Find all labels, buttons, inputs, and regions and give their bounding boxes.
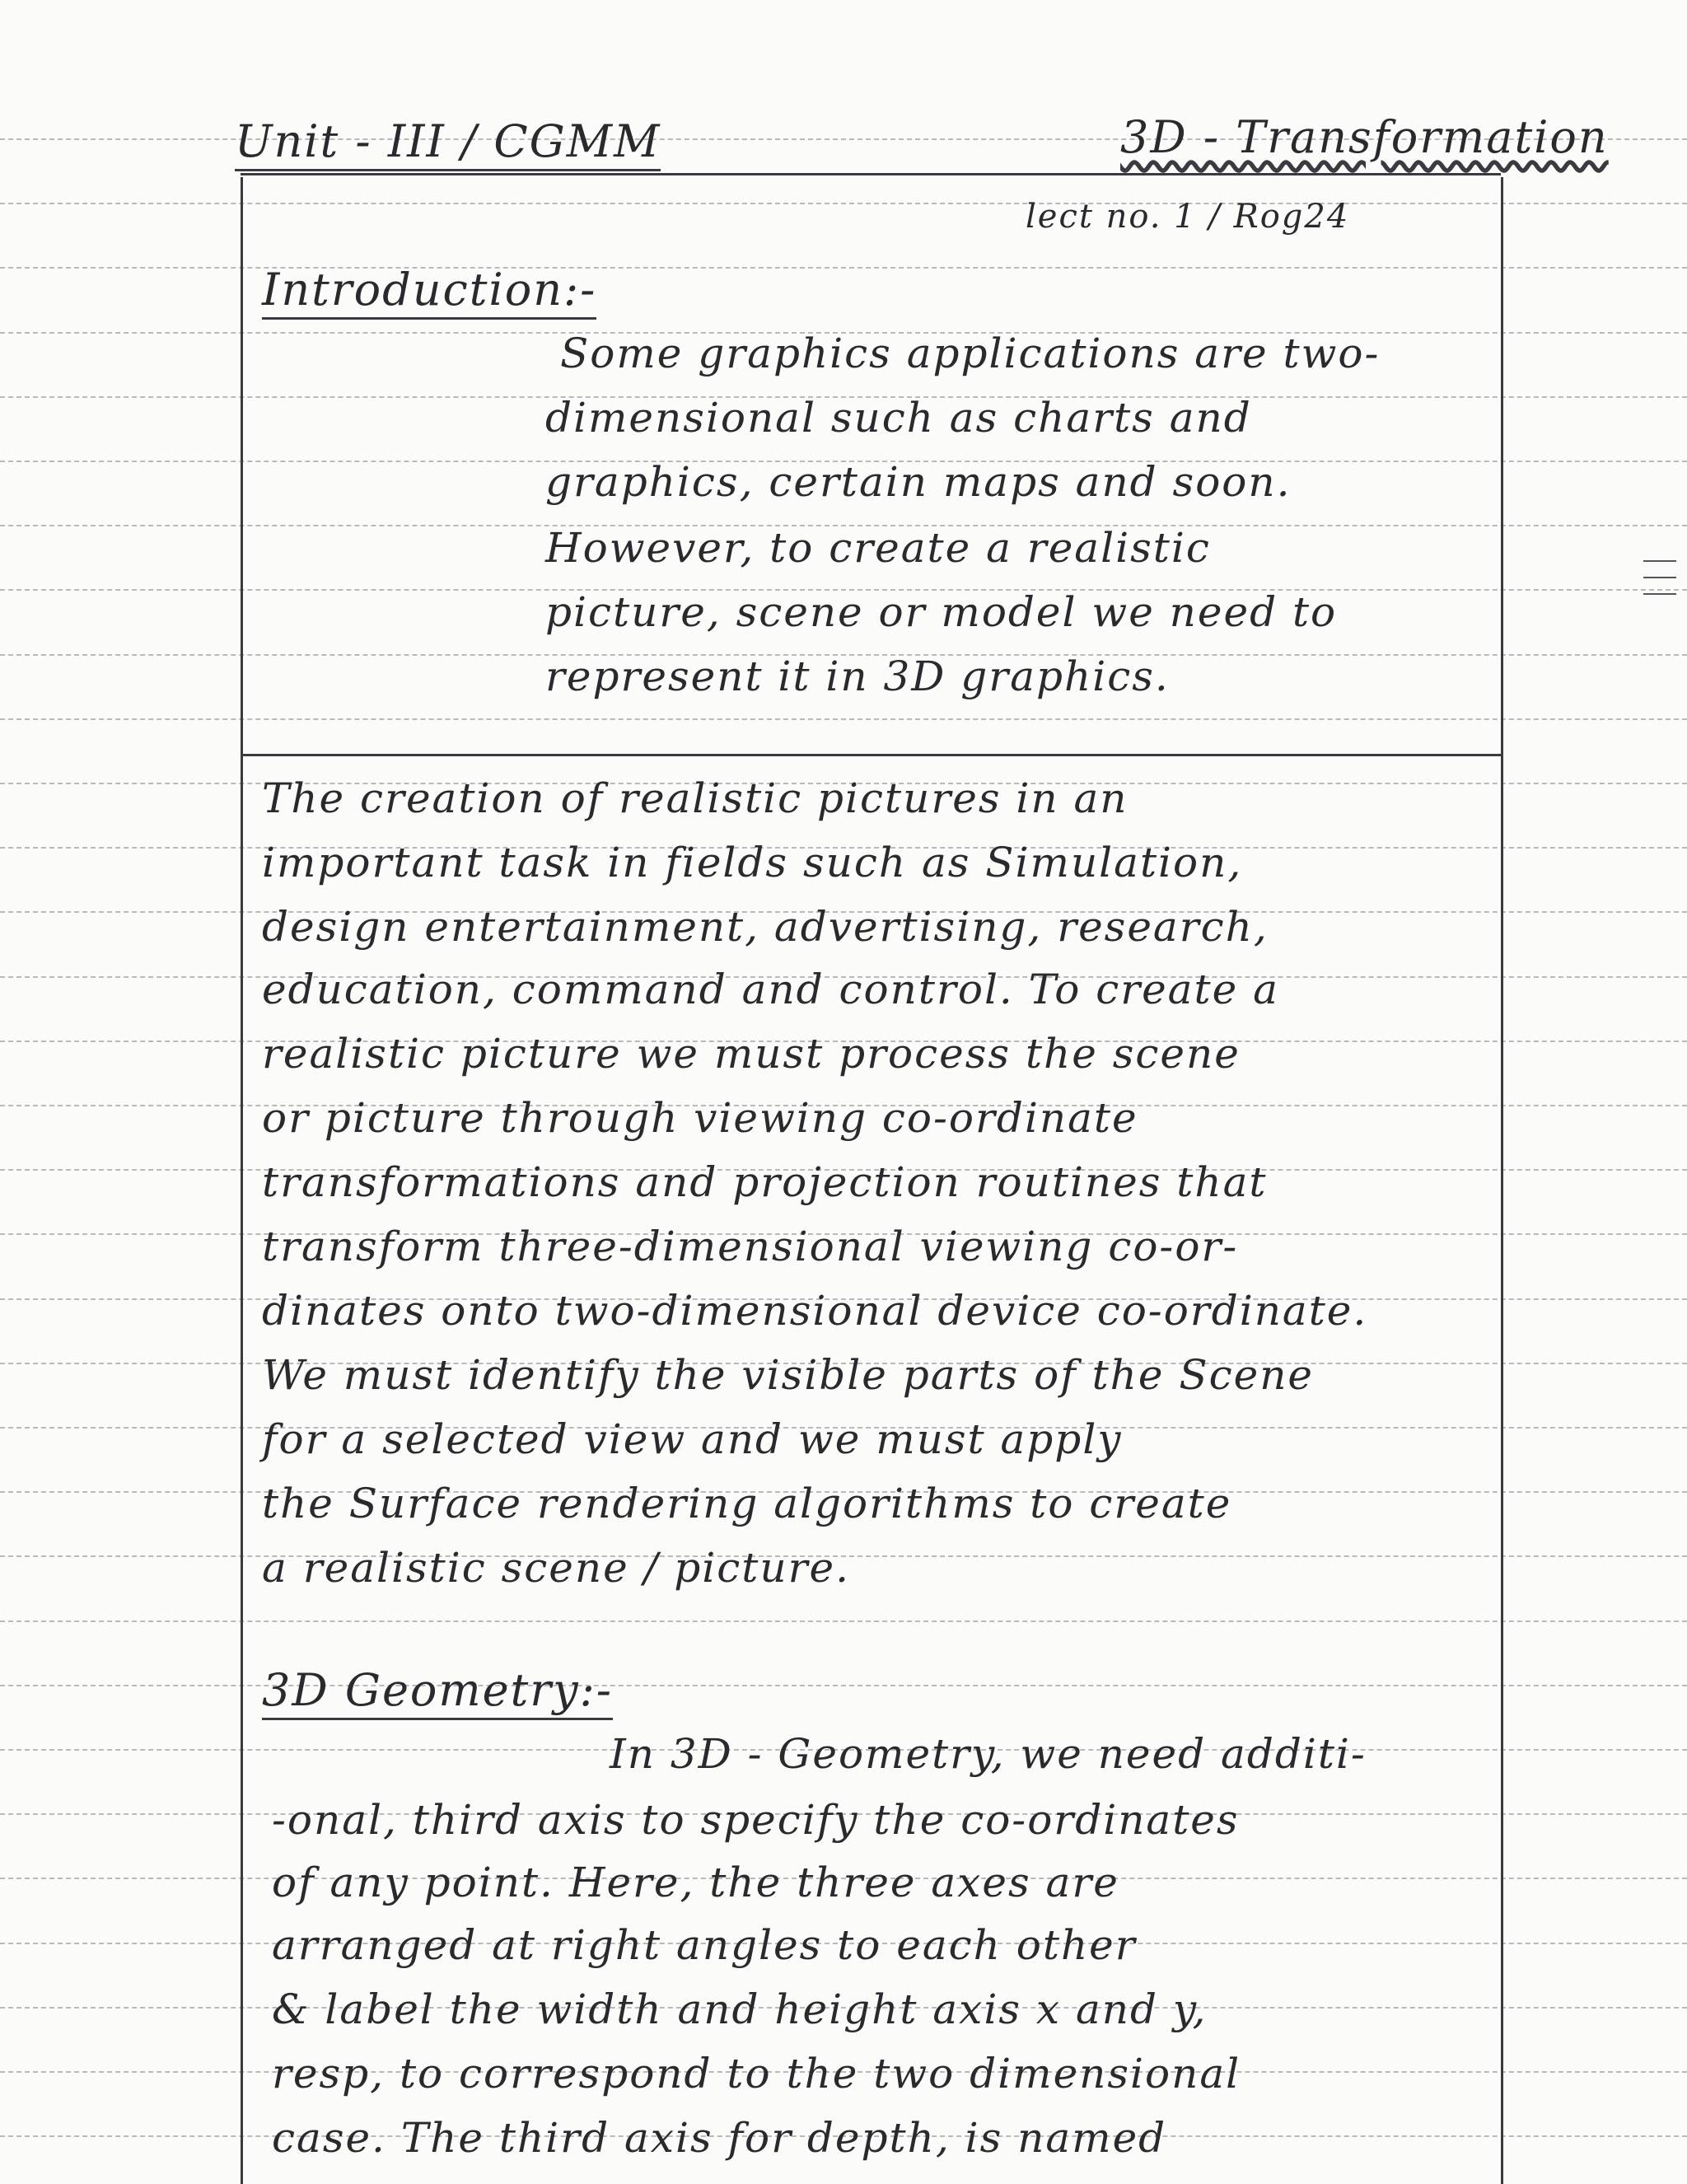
side-tick bbox=[1643, 577, 1676, 578]
geometry-line: of any point. Here, the three axes are bbox=[272, 1859, 1119, 1906]
intro-line: represent it in 3D graphics. bbox=[545, 652, 1170, 700]
creation-line: transform three-dimensional viewing co-or- bbox=[262, 1223, 1239, 1270]
right-margin-line bbox=[1501, 177, 1503, 2184]
intro-line: Some graphics applications are two- bbox=[560, 330, 1381, 377]
ruled-line bbox=[0, 267, 1687, 269]
geometry-line: & label the width and height axis x and y, bbox=[272, 1985, 1208, 2033]
geometry-line: resp, to correspond to the two dimensional bbox=[272, 2050, 1241, 2097]
geometry-heading: 3D Geometry:- bbox=[262, 1664, 613, 1716]
creation-line: transformations and projection routines that bbox=[262, 1158, 1268, 1206]
creation-line: realistic picture we must process the scene bbox=[262, 1030, 1241, 1078]
creation-line: the Surface rendering algorithms to create bbox=[262, 1480, 1232, 1527]
geometry-line: -onal, third axis to specify the co-ordinates bbox=[272, 1796, 1240, 1844]
geometry-line: In 3D - Geometry, we need additi- bbox=[610, 1730, 1367, 1778]
ruled-line bbox=[0, 203, 1687, 204]
creation-line: design entertainment, advertising, research, bbox=[262, 903, 1269, 951]
ruled-line bbox=[0, 1685, 1687, 1686]
intro-line: picture, scene or model we need to bbox=[545, 588, 1338, 636]
topic-title: 3D - Transformation bbox=[1120, 111, 1609, 163]
unit-label: Unit - III / CGMM bbox=[235, 115, 661, 167]
creation-line: dinates onto two-dimensional device co-ordinate. bbox=[262, 1287, 1368, 1335]
intro-line: dimensional such as charts and bbox=[545, 394, 1252, 442]
creation-line: for a selected view and we must apply bbox=[262, 1415, 1123, 1463]
ruled-line bbox=[0, 1620, 1687, 1622]
side-tick bbox=[1643, 560, 1676, 562]
intro-line: However, to create a realistic bbox=[545, 524, 1211, 572]
creation-line: important task in fields such as Simulation, bbox=[262, 839, 1243, 886]
creation-line: or picture through viewing co-ordinate bbox=[262, 1094, 1138, 1142]
creation-line: education, command and control. To create a bbox=[262, 966, 1279, 1013]
lecture-number: lect no. 1 / Rog24 bbox=[1026, 198, 1350, 236]
side-tick bbox=[1643, 593, 1676, 595]
geometry-line: case. The third axis for depth, is named bbox=[272, 2114, 1167, 2162]
creation-line: a realistic scene / picture. bbox=[262, 1544, 850, 1592]
creation-line: We must identify the visible parts of the Scene bbox=[262, 1351, 1315, 1399]
ruled-line bbox=[0, 718, 1687, 720]
intro-line: graphics, certain maps and soon. bbox=[545, 458, 1292, 506]
left-margin-line bbox=[241, 177, 243, 2184]
intro-heading: Introduction:- bbox=[262, 264, 596, 316]
geometry-line: arranged at right angles to each other bbox=[272, 1921, 1137, 1969]
creation-line: The creation of realistic pictures in an bbox=[262, 774, 1129, 822]
intro-box-top-line bbox=[241, 173, 1501, 175]
intro-box-bottom-line bbox=[241, 754, 1501, 756]
